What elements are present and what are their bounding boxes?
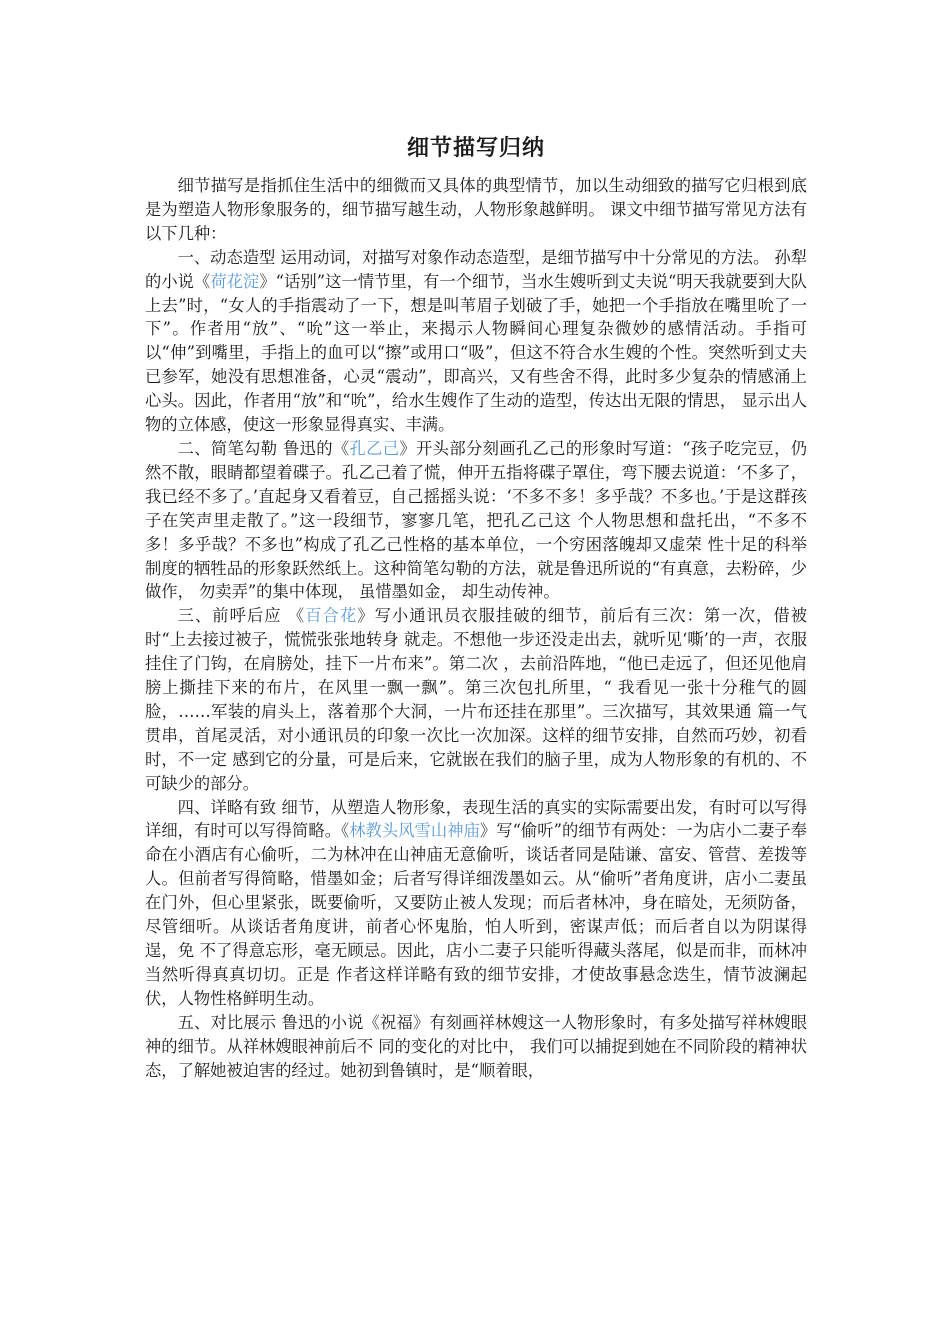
section-text: 一、动态造型 运用动词，对描写对象作动态造型，是细节描写中十分常见的方法。 孙犁的小说《 (145, 247, 807, 291)
section-text: 三、前呼后应 《 (177, 606, 306, 626)
document-title: 细节描写归纳 (406, 135, 545, 161)
section-text: 》写小通讯员衣服挂破的细节，前后有三次：第一次，借被时“上去接过被子，慌慌张张地转身 就走。不想他一步还没走出去，就听见‘嘶’的一声，衣服挂住了门钩，在肩膀处，挂下一片布来”。第二次 ，去前沿阵地，“他已走远了，但还见他肩膀上撕挂下来的布片，在风里一飘一飘”。第三次包扎所里，“ 我看见一张十分稚气的圆脸，……军装的肩头上，落着那个大洞，一片布还挂在那里”。三次描写，其效果通 篇一气贯串，首尾灵活，对小通讯员的印象一次比一次加深。这样的细节安排，自然而巧妙，初看时，不一定 感到它的分量，可是后来，它就嵌在我们的脑子里，成为人物形象的有机的、不可缺少的部分。 (145, 606, 807, 793)
link-baihehua[interactable]: 百合花 (305, 606, 358, 626)
section-text: 》写“偷听”的细节有两处：一为店小二妻子奉命在小酒店有心偷听，二为林冲在山神庙无意偷听，谈话者同是陆谦、富安、管营、差拨等人。但前者写得简略，惜墨如金；后者写得详细泼墨如云。从“偷听”者角度讲，店小二妻虽在门外，但心里紧张，既要偷听，又要防止被人发现；而后者林冲，身在暗处，无须防备，尽管细听。从谈话者角度讲，前者心怀鬼胎，怕人听到，密谋声低；而后者自以为阴谋得逞，免 不了得意忘形，毫无顾忌。因此，店小二妻子只能听得藏头落尾，似是而非，而林冲当然听得真真切切。正是 作者这样详略有致的细节安排，才使故事悬念迭生，情节波澜起伏，人物性格鲜明生动。 (145, 821, 807, 1008)
section-text: 》“话别”这一情节里，有一个细节，当水生嫂听到丈夫说“明天我就要到大队上去”时，“女人的手指震动了一下，想是叫苇眉子划破了手，她把一个手指放在嘴里吮了一下”。作者用“放”、“吮”这一举止，来揭示人物瞬间心理复杂微妙的感情活动。手指可以“伸”到嘴里，手指上的血可以“擦”或用口“吸”，但这不符合水生嫂的个性。突然听到丈夫已参军，她没有思想准备，心灵“震动”，即高兴，又有些舍不得，此时多少复杂的情感涌上心头。因此，作者用“放”和“吮”，给水生嫂作了生动的造型，传达出无限的情思， 显示出人物的立体感，使这一形象显得真实、丰满。 (145, 271, 807, 435)
link-kongyiji[interactable]: 孔乙己 (349, 438, 400, 458)
link-hehuadian[interactable]: 荷花淀 (210, 271, 260, 291)
section-text: 》开头部分刻画孔乙己的形象时写道：“孩子吃完豆，仍然不散，眼睛都望着碟子。孔乙己着了慌，伸开五指将碟子罩住，弯下腰去说道：‘不多了，我已经不多了。’直起身又看着豆，自己摇摇头说：‘不多不多！多乎哉？不多也。’于是这群孩子在笑声里走散了。”这一段细节，寥寥几笔，把孔乙己这 个人物思想和盘托出，“不多不多！多乎哉？不多也”构成了孔乙己性格的基本单位，一个穷困落魄却又虚荣 性十足的科举制度的牺牲品的形象跃然纸上。这种简笔勾勒的方法，就是鲁迅所说的“有真意，去粉碎，少做作， 勿卖弄”的集中体现， 虽惜墨如金， 却生动传神。 (145, 438, 807, 602)
section-text: 五、对比展示 鲁迅的小说《祝福》有刻画祥林嫂这一人物形象时，有多处描写祥林嫂眼神的细节。从祥林嫂眼神前后不 同的变化的对比中， 我们可以捕捉到她在不同阶段的精神状态，了解她被迫害的经过。她初到鲁镇时，是“顺着眼， (145, 1012, 807, 1080)
section-contrast (145, 1011, 807, 1083)
section-text: 二、简笔勾勒 鲁迅的《 (177, 438, 350, 458)
section-detail-balance (145, 796, 807, 1011)
section-dynamic-modeling (145, 246, 807, 437)
link-linjiaotou[interactable]: 林教头风雪山神庙 (349, 821, 480, 841)
section-text: 四、详略有致 细节，从塑造人物形象，表现生活的真实的实际需要出发，有时可以写得详细，有时可以写得简略。《 (145, 797, 807, 841)
intro-paragraph: 细节描写是指抓住生活中的细微而又具体的典型情节，加以生动细致的描写它归根到底是为塑造人物形象服务的，细节描写越生动，人物形象越鲜明。 课文中细节描写常见方法有以下几种： (145, 176, 807, 243)
document-page (145, 128, 807, 1082)
section-echo (145, 604, 807, 795)
section-brief-sketch (145, 437, 807, 604)
